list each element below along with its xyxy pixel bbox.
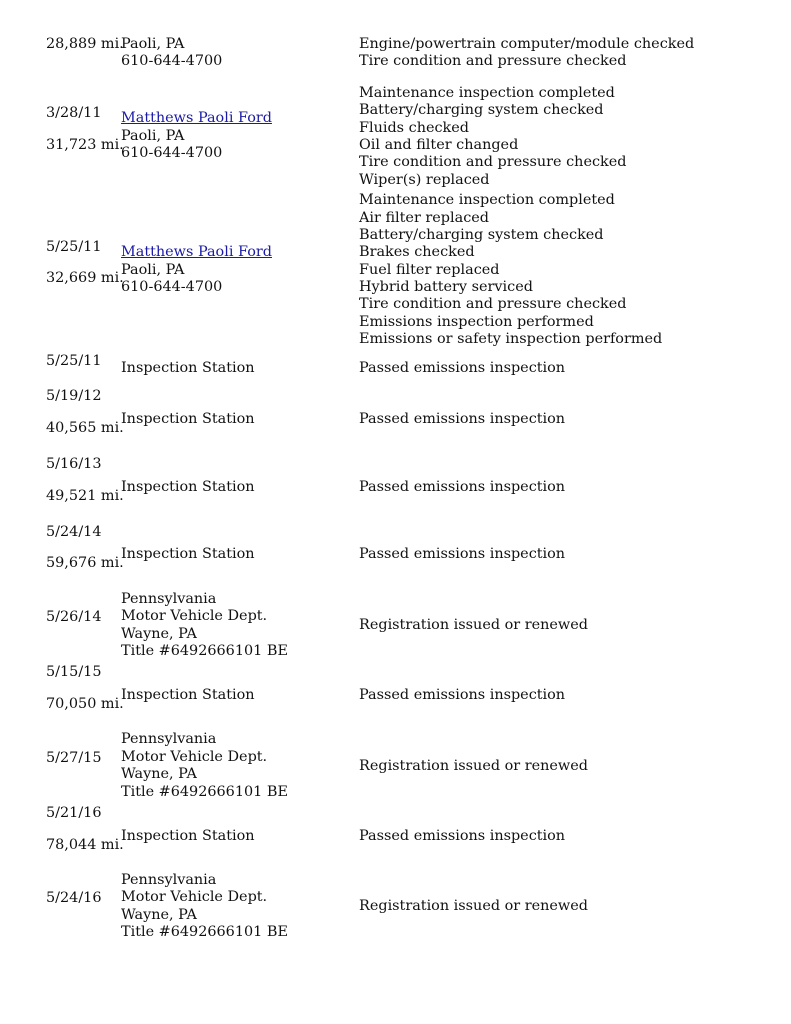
record-service-line: Passed emissions inspection [359,546,566,562]
record-source-line: Wayne, PA [121,907,197,923]
record-mileage: 28,889 mi. [46,36,124,52]
record-service-line: Passed emissions inspection [359,687,566,703]
record-service-line: Fuel filter replaced [359,262,500,278]
record-date: 5/25/11 [46,353,102,369]
record-service-line: Brakes checked [359,244,475,260]
record-date: 5/21/16 [46,805,102,821]
record-service-line: Wiper(s) replaced [359,172,490,188]
record-service-line: Tire condition and pressure checked [359,296,627,312]
record-source: Inspection Station [121,546,255,562]
dealer-link[interactable]: Matthews Paoli Ford [121,110,272,126]
record-service-line: Tire condition and pressure checked [359,154,627,170]
record-source-line: Motor Vehicle Dept. [121,749,268,765]
record-source: Inspection Station [121,687,255,703]
record-mileage: 59,676 mi. [46,555,124,571]
record-date: 5/24/16 [46,890,102,906]
record-service-line: Passed emissions inspection [359,360,566,376]
record-service-line: Passed emissions inspection [359,479,566,495]
record-service-line: Registration issued or renewed [359,758,588,774]
record-service-line: Battery/charging system checked [359,102,604,118]
record-source-line: Title #6492666101 BE [121,643,288,659]
record-source: Inspection Station [121,479,255,495]
record-mileage: 31,723 mi. [46,137,124,153]
record-service-line: Fluids checked [359,120,469,136]
record-location-line: Paoli, PA [121,36,185,52]
record-date: 5/24/14 [46,524,102,540]
record-source-line: Wayne, PA [121,626,197,642]
record-mileage: 40,565 mi. [46,420,124,436]
record-source-line: Wayne, PA [121,766,197,782]
record-service-line: Oil and filter changed [359,137,519,153]
record-service-line: Air filter replaced [359,210,489,226]
record-mileage: 32,669 mi. [46,270,124,286]
record-service-line: Maintenance inspection completed [359,85,615,101]
record-source-line: Pennsylvania [121,731,217,747]
record-service-line: Maintenance inspection completed [359,192,615,208]
record-location-line: 610-644-4700 [121,279,223,295]
record-service-line: Engine/powertrain computer/module checked [359,36,695,52]
dealer-link[interactable]: Matthews Paoli Ford [121,244,272,260]
record-source-line: Title #6492666101 BE [121,924,288,940]
record-source: Inspection Station [121,411,255,427]
record-date: 5/15/15 [46,664,102,680]
record-service-line: Passed emissions inspection [359,411,566,427]
record-service-line: Registration issued or renewed [359,898,588,914]
record-service-line: Passed emissions inspection [359,828,566,844]
record-date: 5/27/15 [46,750,102,766]
record-source-line: Pennsylvania [121,872,217,888]
record-service-line: Emissions or safety inspection performed [359,331,663,347]
record-source-line: Pennsylvania [121,591,217,607]
record-location-line: Paoli, PA [121,262,185,278]
record-source-line: Title #6492666101 BE [121,784,288,800]
record-mileage: 49,521 mi. [46,488,124,504]
record-service-line: Tire condition and pressure checked [359,53,627,69]
record-source-line: Motor Vehicle Dept. [121,889,268,905]
record-date: 5/16/13 [46,456,102,472]
record-service-line: Hybrid battery serviced [359,279,533,295]
record-service-line: Registration issued or renewed [359,617,588,633]
record-location-line: 610-644-4700 [121,53,223,69]
record-date: 5/25/11 [46,239,102,255]
record-service-line: Battery/charging system checked [359,227,604,243]
record-source: Inspection Station [121,828,255,844]
record-location-line: 610-644-4700 [121,145,223,161]
record-source-line: Motor Vehicle Dept. [121,608,268,624]
record-mileage: 78,044 mi. [46,837,124,853]
record-date: 5/26/14 [46,609,102,625]
record-date: 5/19/12 [46,388,102,404]
record-location-line: Paoli, PA [121,128,185,144]
record-source: Inspection Station [121,360,255,376]
record-service-line: Emissions inspection performed [359,314,594,330]
record-date: 3/28/11 [46,105,102,121]
record-mileage: 70,050 mi. [46,696,124,712]
